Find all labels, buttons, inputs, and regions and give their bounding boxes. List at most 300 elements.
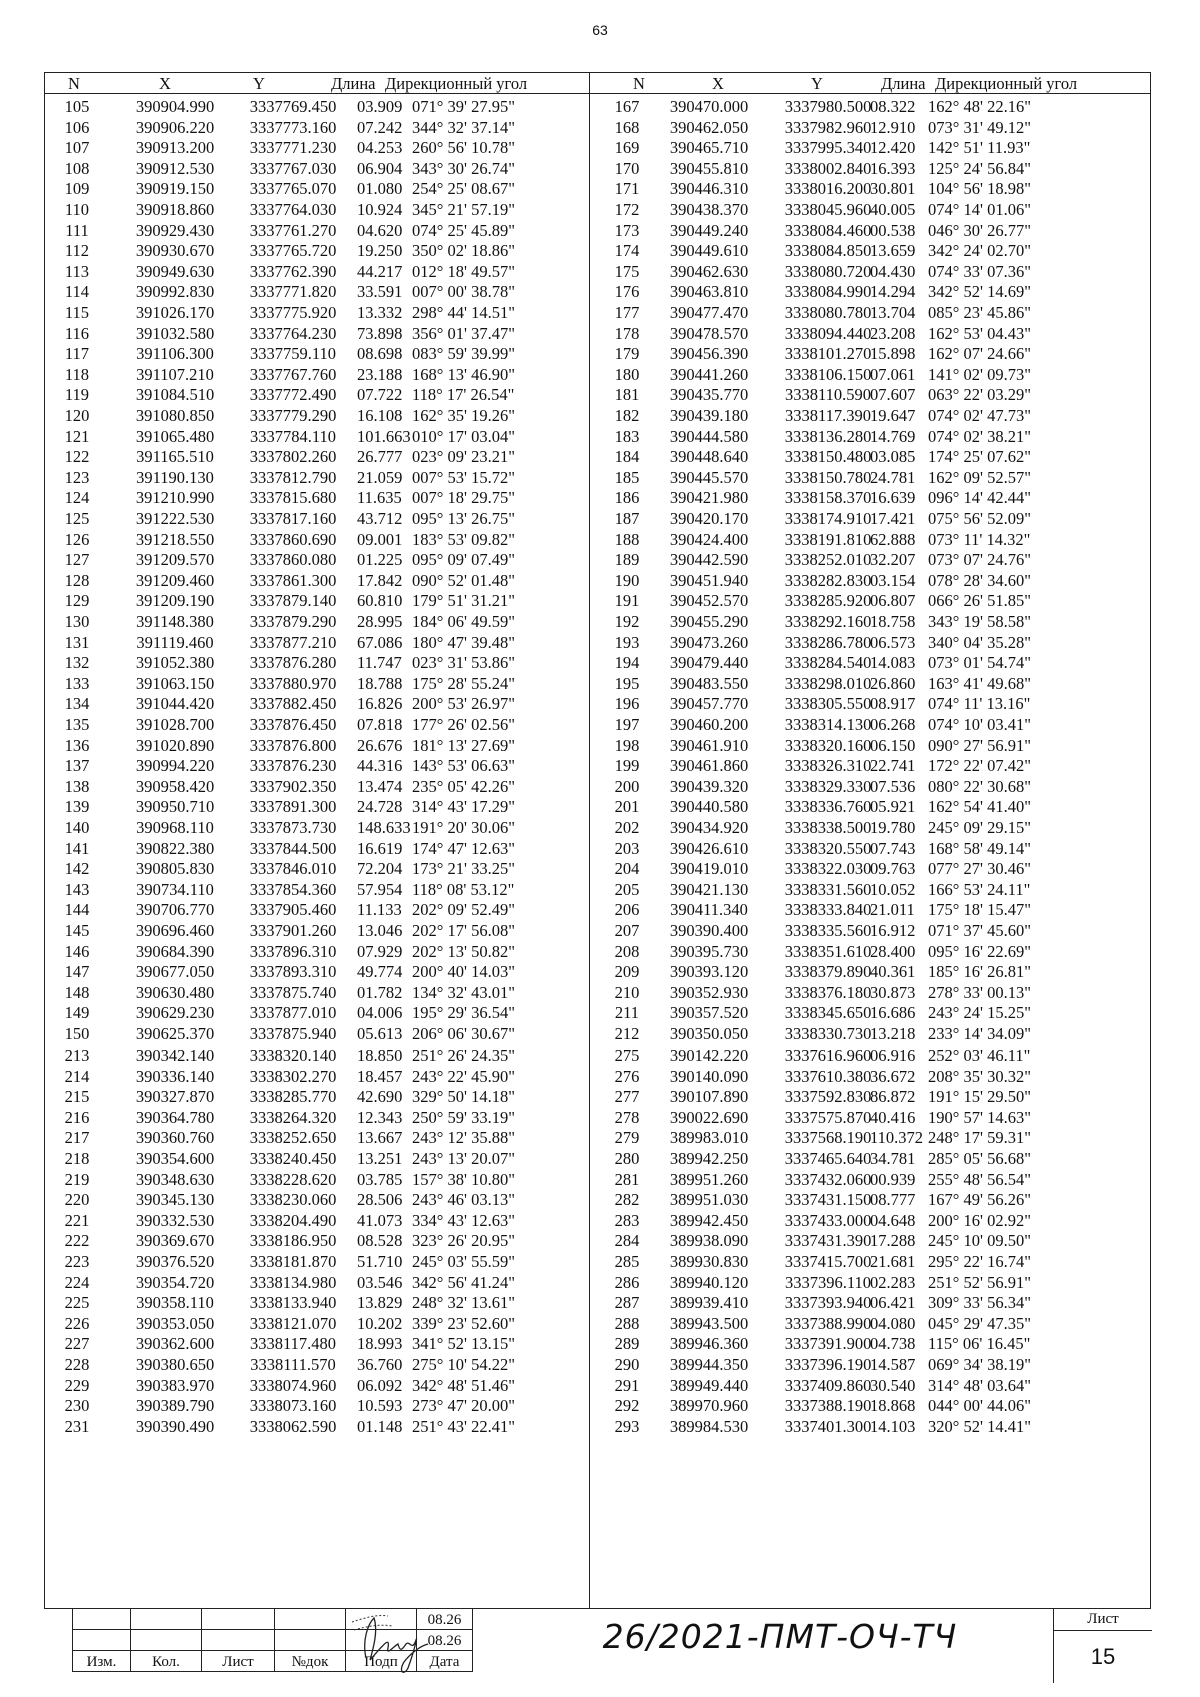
length-cell: 13.332 [357, 303, 403, 322]
y-coordinate-cell: 3338228.620 [249, 1169, 337, 1189]
table-row [0, 96, 1200, 118]
point-number-cell: 201 [614, 797, 640, 817]
length-cell: 22.741 [870, 756, 916, 776]
table-row [0, 982, 1200, 1004]
header-y: Y [811, 74, 823, 93]
point-number-cell: 215 [64, 1087, 90, 1107]
table-row [0, 220, 1200, 242]
point-number-cell: 283 [614, 1210, 640, 1230]
length-cell: 32.207 [870, 550, 916, 570]
point-number-cell: 284 [614, 1231, 640, 1251]
direction-angle-cell: 350° 02' 18.86" [412, 241, 515, 261]
x-coordinate-cell: 389946.360 [669, 1334, 749, 1354]
table-row [0, 1169, 1200, 1191]
y-coordinate-cell: 3338320.550 [784, 838, 872, 858]
sheet-label: Лист [1054, 1608, 1152, 1631]
length-cell: 07.818 [357, 715, 403, 734]
y-coordinate-cell: 3337879.290 [249, 612, 337, 631]
x-coordinate-cell: 391148.380 [136, 612, 214, 631]
direction-angle-cell: 275° 10' 54.22" [412, 1355, 515, 1374]
length-cell: 12.910 [870, 117, 916, 137]
point-number-cell: 115 [64, 303, 90, 322]
length-cell: 19.647 [870, 406, 916, 425]
point-number-cell: 113 [64, 261, 90, 281]
point-number-cell: 193 [614, 632, 640, 652]
length-cell: 60.810 [357, 591, 403, 611]
direction-angle-cell: 245° 03' 55.59" [412, 1252, 515, 1271]
point-number-cell: 204 [614, 859, 640, 879]
point-number-cell: 199 [614, 756, 640, 776]
point-number-cell: 279 [614, 1128, 640, 1148]
length-cell: 16.826 [357, 694, 403, 714]
length-cell: 04.738 [870, 1334, 916, 1354]
length-cell: 05.921 [870, 797, 916, 817]
x-coordinate-cell: 390696.460 [135, 921, 215, 940]
direction-angle-cell: 046° 30' 26.77" [928, 220, 1031, 240]
y-coordinate-cell: 3338305.550 [784, 694, 872, 714]
length-cell: 14.294 [870, 282, 916, 302]
length-cell: 24.728 [357, 797, 403, 817]
y-coordinate-cell: 3338150.480 [784, 447, 872, 467]
y-coordinate-cell: 3337415.700 [784, 1252, 872, 1271]
x-coordinate-cell: 391119.460 [136, 632, 214, 652]
point-number-cell: 139 [64, 797, 90, 817]
direction-angle-cell: 177° 26' 02.56" [412, 715, 515, 734]
point-number-cell: 121 [64, 426, 90, 446]
point-number-cell: 122 [64, 447, 90, 467]
length-cell: 06.916 [870, 1046, 916, 1065]
y-coordinate-cell: 3338106.150 [784, 364, 872, 384]
point-number-cell: 130 [64, 612, 90, 631]
direction-angle-cell: 162° 48' 22.16" [928, 97, 1031, 116]
header-underline-right [589, 93, 1151, 94]
x-coordinate-cell: 389942.250 [669, 1149, 749, 1168]
y-coordinate-cell: 3338136.280 [784, 426, 872, 446]
table-row [0, 1292, 1200, 1314]
x-coordinate-cell: 390421.980 [669, 488, 749, 508]
direction-angle-cell: 329° 50' 14.18" [412, 1087, 515, 1107]
direction-angle-cell: 083° 59' 39.99" [412, 344, 515, 364]
y-coordinate-cell: 3337767.760 [249, 364, 337, 384]
length-cell: 28.400 [870, 941, 916, 961]
table-row [0, 714, 1200, 736]
direction-angle-cell: 141° 02' 09.73" [928, 364, 1031, 384]
length-cell: 06.421 [870, 1293, 916, 1313]
length-cell: 14.083 [870, 653, 916, 673]
table-row [0, 1375, 1200, 1397]
y-coordinate-cell: 3338326.310 [784, 756, 872, 776]
x-coordinate-cell: 390461.910 [669, 735, 749, 755]
point-number-cell: 205 [614, 879, 640, 899]
x-coordinate-cell: 390684.390 [135, 941, 215, 961]
x-coordinate-cell: 390354.720 [135, 1272, 215, 1292]
direction-angle-cell: 248° 32' 13.61" [412, 1293, 515, 1313]
x-coordinate-cell: 391222.530 [135, 509, 215, 528]
y-coordinate-cell: 3338002.840 [784, 158, 872, 178]
direction-angle-cell: 157° 38' 10.80" [412, 1169, 515, 1189]
direction-angle-cell: 118° 17' 26.54" [412, 385, 515, 405]
length-cell: 16.912 [870, 921, 916, 940]
y-coordinate-cell: 3337409.860 [784, 1375, 872, 1395]
length-cell: 15.898 [870, 344, 916, 364]
y-coordinate-cell: 3337995.340 [784, 138, 872, 158]
point-number-cell: 175 [614, 261, 640, 281]
table-row [0, 838, 1200, 860]
table-row [0, 652, 1200, 674]
x-coordinate-cell: 390949.630 [135, 261, 215, 281]
table-row [0, 1023, 1200, 1045]
x-coordinate-cell: 390357.520 [669, 1003, 749, 1023]
length-cell: 86.872 [870, 1087, 916, 1107]
length-cell: 40.005 [870, 200, 916, 219]
length-cell: 148.633 [357, 818, 411, 837]
point-number-cell: 187 [614, 509, 640, 528]
x-coordinate-cell: 390479.440 [669, 653, 749, 673]
x-coordinate-cell: 390455.290 [669, 612, 749, 631]
point-number-cell: 177 [614, 303, 640, 322]
length-cell: 06.807 [870, 591, 916, 611]
length-cell: 18.993 [357, 1334, 403, 1354]
x-coordinate-cell: 391210.990 [135, 488, 215, 508]
direction-angle-cell: 341° 52' 13.15" [412, 1334, 515, 1354]
header-angle: Дирекционный угол [385, 74, 528, 93]
length-cell: 24.781 [870, 467, 916, 487]
y-coordinate-cell: 3337616.960 [784, 1046, 872, 1065]
length-cell: 01.148 [357, 1416, 403, 1436]
y-coordinate-cell: 3337817.160 [249, 509, 337, 528]
length-cell: 16.639 [870, 488, 916, 508]
y-coordinate-cell: 3337764.030 [249, 200, 337, 219]
table-row [0, 1416, 1200, 1438]
direction-angle-cell: 343° 30' 26.74" [412, 158, 515, 178]
point-number-cell: 293 [614, 1416, 640, 1436]
direction-angle-cell: 074° 25' 45.89" [412, 220, 515, 240]
point-number-cell: 141 [64, 838, 90, 858]
x-coordinate-cell: 390455.810 [669, 158, 749, 178]
header-length: Длина [881, 74, 926, 93]
direction-angle-cell: 251° 26' 24.35" [412, 1046, 515, 1065]
page-number: 63 [592, 22, 608, 38]
table-row [0, 961, 1200, 983]
direction-angle-cell: 168° 13' 46.90" [412, 364, 515, 384]
y-coordinate-cell: 3337775.920 [249, 303, 337, 322]
direction-angle-cell: 077° 27' 30.46" [928, 859, 1031, 879]
direction-angle-cell: 168° 58' 49.14" [928, 838, 1031, 858]
length-cell: 13.659 [870, 241, 916, 261]
x-coordinate-cell: 390805.830 [135, 859, 215, 879]
point-number-cell: 112 [64, 241, 90, 261]
point-number-cell: 198 [614, 735, 640, 755]
y-coordinate-cell: 3337592.830 [784, 1087, 872, 1107]
table-row [0, 199, 1200, 221]
x-coordinate-cell: 391107.210 [136, 364, 214, 384]
point-number-cell: 292 [614, 1396, 640, 1416]
direction-angle-cell: 090° 52' 01.48" [412, 570, 515, 590]
table-row [0, 590, 1200, 612]
length-cell: 05.613 [357, 1024, 403, 1043]
length-cell: 04.006 [357, 1003, 403, 1023]
y-coordinate-cell: 3338329.330 [784, 776, 872, 796]
x-coordinate-cell: 391084.510 [135, 385, 215, 405]
x-coordinate-cell: 389970.960 [669, 1396, 749, 1416]
table-row [0, 281, 1200, 303]
length-cell: 18.788 [357, 673, 403, 693]
length-cell: 09.001 [357, 529, 403, 549]
point-number-cell: 149 [64, 1003, 90, 1023]
length-cell: 44.316 [357, 756, 403, 776]
x-coordinate-cell: 389938.090 [669, 1231, 749, 1251]
x-coordinate-cell: 390630.480 [135, 982, 215, 1002]
x-coordinate-cell: 390336.140 [135, 1066, 215, 1086]
direction-angle-cell: 208° 35' 30.32" [928, 1066, 1031, 1086]
y-coordinate-cell: 3338191.810 [784, 529, 872, 549]
point-number-cell: 225 [64, 1293, 90, 1313]
header-angle: Дирекционный угол [935, 74, 1078, 93]
direction-angle-cell: 095° 13' 26.75" [412, 509, 515, 528]
x-coordinate-cell: 389944.350 [669, 1355, 749, 1374]
y-coordinate-cell: 3337893.310 [249, 962, 337, 982]
date-cell-1: 08.26 [417, 1609, 473, 1630]
point-number-cell: 188 [614, 529, 640, 549]
point-number-cell: 168 [614, 117, 640, 137]
length-cell: 36.672 [870, 1066, 916, 1086]
direction-angle-cell: 096° 14' 42.44" [928, 488, 1031, 508]
y-coordinate-cell: 3337812.790 [249, 467, 337, 487]
length-cell: 17.288 [870, 1231, 916, 1251]
x-coordinate-cell: 390448.640 [669, 447, 749, 467]
length-cell: 21.059 [357, 467, 403, 487]
length-cell: 42.690 [357, 1087, 403, 1107]
point-number-cell: 231 [64, 1416, 90, 1436]
y-coordinate-cell: 3337879.140 [249, 591, 337, 611]
table-row [0, 673, 1200, 695]
table-row [0, 941, 1200, 963]
direction-angle-cell: 191° 15' 29.50" [928, 1087, 1031, 1107]
length-cell: 67.086 [357, 632, 403, 652]
point-number-cell: 282 [614, 1190, 640, 1210]
y-coordinate-cell: 3337764.230 [249, 323, 337, 343]
length-cell: 21.011 [870, 900, 915, 920]
x-coordinate-cell: 391165.510 [136, 447, 214, 467]
direction-angle-cell: 162° 53' 04.43" [928, 323, 1031, 343]
x-coordinate-cell: 390449.240 [669, 220, 749, 240]
y-coordinate-cell: 3337880.970 [249, 673, 337, 693]
y-coordinate-cell: 3337854.360 [249, 879, 337, 899]
table-row [0, 1189, 1200, 1211]
y-coordinate-cell: 3337882.450 [249, 694, 337, 714]
x-coordinate-cell: 390390.400 [669, 921, 749, 940]
direction-angle-cell: 066° 26' 51.85" [928, 591, 1031, 611]
y-coordinate-cell: 3338073.160 [249, 1396, 337, 1416]
point-number-cell: 174 [614, 241, 640, 261]
direction-angle-cell: 202° 17' 56.08" [412, 921, 515, 940]
y-coordinate-cell: 3338117.480 [249, 1334, 336, 1354]
y-coordinate-cell: 3338379.890 [784, 962, 872, 982]
y-coordinate-cell: 3337568.190 [784, 1128, 872, 1148]
direction-angle-cell: 162° 35' 19.26" [412, 406, 515, 425]
direction-angle-cell: 320° 52' 14.41" [928, 1416, 1031, 1436]
x-coordinate-cell: 390424.400 [669, 529, 749, 549]
x-coordinate-cell: 389983.010 [669, 1128, 749, 1148]
x-coordinate-cell: 391209.190 [135, 591, 215, 611]
y-coordinate-cell: 3337846.010 [249, 859, 337, 879]
point-number-cell: 182 [614, 406, 640, 425]
point-number-cell: 208 [614, 941, 640, 961]
point-number-cell: 221 [64, 1210, 90, 1230]
x-coordinate-cell: 390444.580 [669, 426, 749, 446]
y-coordinate-cell: 3338284.540 [784, 653, 872, 673]
direction-angle-cell: 251° 52' 56.91" [928, 1272, 1031, 1292]
y-coordinate-cell: 3337891.300 [249, 797, 337, 817]
point-number-cell: 167 [614, 97, 640, 116]
x-coordinate-cell: 391106.300 [136, 344, 214, 364]
point-number-cell: 214 [64, 1066, 90, 1086]
point-number-cell: 200 [614, 776, 640, 796]
y-coordinate-cell: 3337391.900 [784, 1334, 872, 1354]
table-row [0, 817, 1200, 839]
length-cell: 72.204 [357, 859, 403, 879]
header-y: Y [253, 74, 265, 93]
direction-angle-cell: 095° 16' 22.69" [928, 941, 1031, 961]
table-row [0, 343, 1200, 365]
y-coordinate-cell: 3338285.770 [249, 1087, 337, 1107]
direction-angle-cell: 184° 06' 49.59" [412, 612, 515, 631]
y-coordinate-cell: 3338133.940 [249, 1293, 337, 1313]
length-cell: 03.785 [357, 1169, 403, 1189]
table-row [0, 1313, 1200, 1335]
x-coordinate-cell: 390929.430 [135, 220, 215, 240]
y-coordinate-cell: 3338376.180 [784, 982, 872, 1002]
x-coordinate-cell: 390912.530 [135, 158, 215, 178]
direction-angle-cell: 074° 14' 01.06" [928, 200, 1031, 219]
y-coordinate-cell: 3338150.780 [784, 467, 872, 487]
direction-angle-cell: 075° 56' 52.09" [928, 509, 1031, 528]
point-number-cell: 194 [614, 653, 640, 673]
point-number-cell: 288 [614, 1313, 640, 1333]
direction-angle-cell: 295° 22' 16.74" [928, 1252, 1031, 1271]
direction-angle-cell: 071° 37' 45.60" [928, 921, 1031, 940]
point-number-cell: 230 [64, 1396, 90, 1416]
y-coordinate-cell: 3337980.500 [784, 97, 872, 116]
direction-angle-cell: 233° 14' 34.09" [928, 1024, 1031, 1043]
y-coordinate-cell: 3337876.230 [249, 756, 337, 776]
point-number-cell: 211 [614, 1003, 640, 1023]
length-cell: 110.372 [870, 1128, 924, 1148]
direction-angle-cell: 090° 27' 56.91" [928, 735, 1031, 755]
direction-angle-cell: 104° 56' 18.98" [928, 179, 1031, 199]
y-coordinate-cell: 3337575.870 [784, 1107, 872, 1127]
direction-angle-cell: 143° 53' 06.63" [412, 756, 515, 776]
length-cell: 18.868 [870, 1396, 916, 1416]
length-cell: 13.474 [357, 776, 403, 796]
y-coordinate-cell: 3338084.850 [784, 241, 872, 261]
direction-angle-cell: 243° 46' 03.13" [412, 1190, 515, 1210]
x-coordinate-cell: 390460.200 [669, 715, 749, 734]
direction-angle-cell: 063° 22' 03.29" [928, 385, 1031, 405]
point-number-cell: 116 [64, 323, 90, 343]
x-coordinate-cell: 390411.340 [670, 900, 748, 920]
x-coordinate-cell: 390452.570 [669, 591, 749, 611]
point-number-cell: 228 [64, 1355, 90, 1374]
x-coordinate-cell: 390441.260 [669, 364, 749, 384]
y-coordinate-cell: 3337873.730 [249, 818, 337, 837]
table-row [0, 1210, 1200, 1232]
length-cell: 26.676 [357, 735, 403, 755]
point-number-cell: 134 [64, 694, 90, 714]
x-coordinate-cell: 390369.670 [135, 1231, 215, 1251]
direction-angle-cell: 200° 53' 26.97" [412, 694, 515, 714]
length-cell: 07.929 [357, 941, 403, 961]
length-cell: 13.667 [357, 1128, 403, 1148]
table-row [0, 1002, 1200, 1024]
direction-angle-cell: 342° 52' 14.69" [928, 282, 1031, 302]
col-label-ndok: №док [275, 1651, 346, 1672]
y-coordinate-cell: 3338240.450 [249, 1149, 337, 1168]
x-coordinate-cell: 390140.090 [669, 1066, 749, 1086]
direction-angle-cell: 250° 59' 33.19" [412, 1107, 515, 1127]
y-coordinate-cell: 3337901.260 [249, 921, 337, 940]
sheet-box [1053, 1608, 1152, 1683]
y-coordinate-cell: 3337765.070 [249, 179, 337, 199]
y-coordinate-cell: 3338084.460 [784, 220, 872, 240]
direction-angle-cell: 175° 28' 55.24" [412, 673, 515, 693]
x-coordinate-cell: 390022.690 [669, 1107, 749, 1127]
y-coordinate-cell: 3337396.110 [784, 1272, 871, 1292]
y-coordinate-cell: 3338111.570 [250, 1355, 336, 1374]
y-coordinate-cell: 3337802.260 [249, 447, 337, 467]
x-coordinate-cell: 390822.380 [135, 838, 215, 858]
point-number-cell: 123 [64, 467, 90, 487]
direction-angle-cell: 245° 09' 29.15" [928, 818, 1031, 837]
length-cell: 08.777 [870, 1190, 916, 1210]
x-coordinate-cell: 389951.260 [669, 1169, 749, 1189]
length-cell: 01.782 [357, 982, 403, 1002]
x-coordinate-cell: 390353.050 [135, 1313, 215, 1333]
y-coordinate-cell: 3337779.290 [249, 406, 337, 425]
point-number-cell: 107 [64, 138, 90, 158]
x-coordinate-cell: 390342.140 [135, 1046, 215, 1065]
table-row [0, 1230, 1200, 1252]
direction-angle-cell: 118° 08' 53.12" [412, 879, 515, 899]
x-coordinate-cell: 390107.890 [669, 1087, 749, 1107]
direction-angle-cell: 248° 17' 59.31" [928, 1128, 1031, 1148]
point-number-cell: 189 [614, 550, 640, 570]
length-cell: 40.416 [870, 1107, 916, 1127]
point-number-cell: 171 [614, 179, 640, 199]
x-coordinate-cell: 390994.220 [135, 756, 215, 776]
point-number-cell: 127 [64, 550, 90, 570]
point-number-cell: 126 [64, 529, 90, 549]
y-coordinate-cell: 3338351.610 [784, 941, 872, 961]
x-coordinate-cell: 391032.580 [135, 323, 215, 343]
table-row [0, 426, 1200, 448]
col-label-podp: Подп [346, 1651, 417, 1672]
length-cell: 14.769 [870, 426, 916, 446]
length-cell: 16.619 [357, 838, 403, 858]
length-cell: 03.546 [357, 1272, 403, 1292]
direction-angle-cell: 074° 11' 13.16" [928, 694, 1031, 714]
x-coordinate-cell: 390958.420 [135, 776, 215, 796]
x-coordinate-cell: 390383.970 [135, 1375, 215, 1395]
length-cell: 49.774 [357, 962, 403, 982]
direction-angle-cell: 115° 06' 16.45" [928, 1334, 1031, 1354]
direction-angle-cell: 340° 04' 35.28" [928, 632, 1031, 652]
table-row [0, 405, 1200, 427]
y-coordinate-cell: 3338322.030 [784, 859, 872, 879]
point-number-cell: 105 [64, 97, 90, 116]
direction-angle-cell: 044° 00' 44.06" [928, 1396, 1031, 1416]
x-coordinate-cell: 390451.940 [669, 570, 749, 590]
